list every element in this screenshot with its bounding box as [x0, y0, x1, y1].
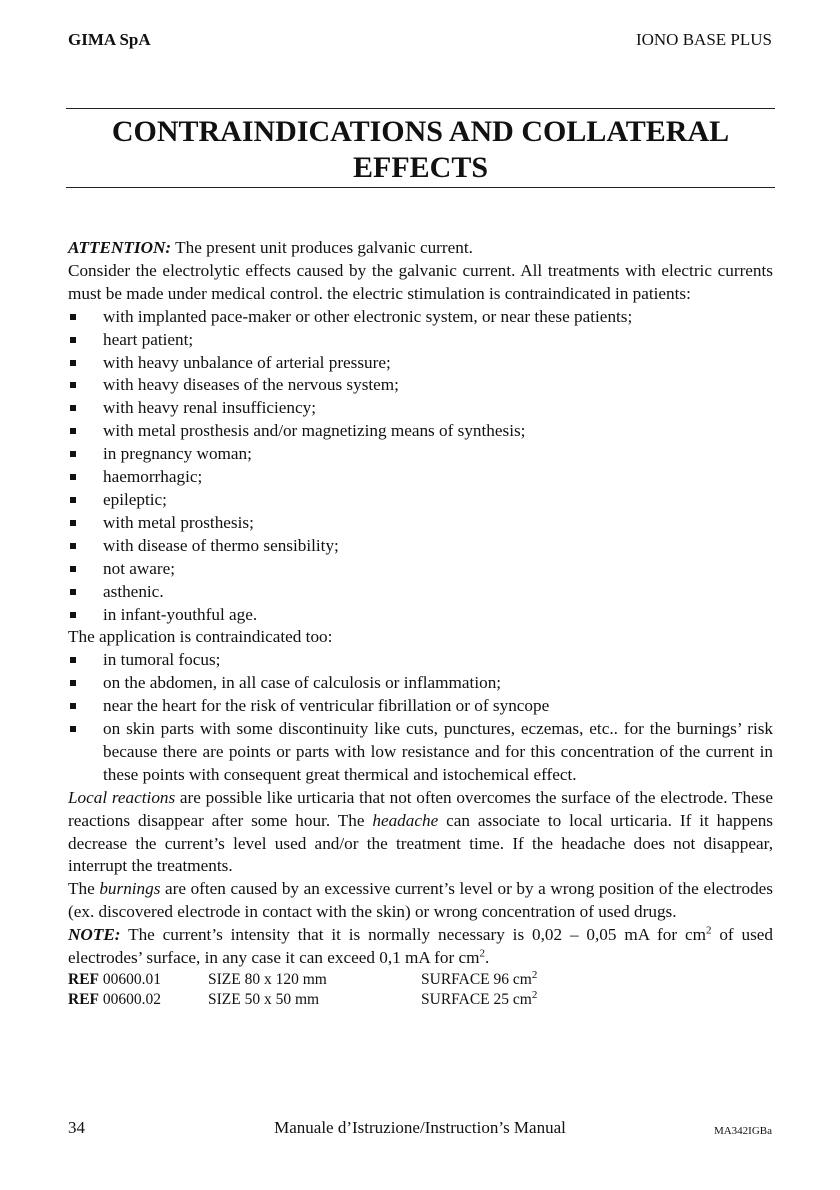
attention-text: The present unit produces galvanic current. [171, 238, 473, 257]
attention-paragraph [68, 237, 773, 260]
page-title [66, 114, 775, 186]
list-item: asthenic. [68, 581, 773, 604]
bullet-icon [70, 360, 76, 366]
list-item: with heavy diseases of the nervous system; [68, 374, 773, 397]
bullet-icon [70, 337, 76, 343]
list-item: epileptic; [68, 489, 773, 512]
attention-label: ATTENTION: [68, 238, 172, 257]
list-item: haemorrhagic; [68, 466, 773, 489]
list-item: not aware; [68, 558, 773, 581]
list-item: with heavy renal insufficiency; [68, 397, 773, 420]
list-item: heart patient; [68, 329, 773, 352]
bullet-icon [70, 382, 76, 388]
bullet-icon [70, 543, 76, 549]
bullet-icon [70, 520, 76, 526]
bullet-icon [70, 314, 76, 320]
list-item: with implanted pace-maker or other electronic system, or near these patients; [68, 306, 773, 329]
header-product: IONO BASE PLUS [635, 30, 772, 49]
patients-list [68, 306, 773, 627]
applications-list [68, 649, 773, 786]
list-item: with disease of thermo sensibility; [68, 535, 773, 558]
list-item: in pregnancy woman; [68, 443, 773, 466]
bullet-icon [70, 428, 76, 434]
bullet-icon [70, 726, 76, 732]
list-item: in tumoral focus; [68, 649, 773, 672]
burnings-paragraph: The burnings are often caused by an excessive current’s level or by a wrong position of the electrodes (ex. discovered electrode in contact with the skin) or wrong concentration of used drugs. [68, 879, 773, 922]
note-paragraph: NOTE: The current’s intensity that it is normally necessary is 0,02 – 0,05 mA for $cm^2$ of used electrodes’ surface, in any case it can exceed 0,1 mA for $cm^2$. [68, 924, 774, 968]
bullet-icon [70, 703, 76, 709]
list-item: with metal prosthesis and/or magnetizing means of synthesis; [68, 420, 773, 443]
bullet-icon [70, 680, 76, 686]
bullet-icon [70, 657, 76, 663]
intro-paragraph: Consider the electrolytic effects caused by the galvanic current. All treatments with electric currents must be made under medical control. the electric stimulation is contraindicated in patients: [68, 260, 773, 303]
bullet-icon [70, 405, 76, 411]
header-company: GIMA SpA [68, 30, 151, 49]
footer-code: MA342IGBa [713, 1125, 772, 1137]
bullet-icon [70, 566, 76, 572]
bullet-icon [70, 497, 76, 503]
title-top-rule [66, 108, 775, 109]
bullet-icon [70, 612, 76, 618]
list-item: on the abdomen, in all case of calculosis or inflammation; [68, 672, 773, 695]
application-intro: The application is contraindicated too: [68, 627, 333, 647]
list-item: with metal prosthesis; [68, 512, 773, 535]
note-label: NOTE: [68, 925, 121, 945]
bullet-icon [70, 474, 76, 480]
ref-row: REF 00600.01 SIZE 80 x 120 mm SURFACE 96 $cm^2$ [68, 968, 538, 988]
title-bottom-rule [66, 187, 775, 188]
title-line-1: CONTRAINDICATIONS AND COLLATERAL [111, 115, 730, 148]
list-item: with heavy unbalance of arterial pressure; [68, 352, 773, 375]
list-item: in infant-youthful age. [68, 604, 773, 627]
list-item: on skin parts with some discontinuity like cuts, punctures, eczemas, etc.. for the burnings’ risk because there are points or parts with low resistance and for this concentration of the current in these points with consequent great thermical and istochemical effect. [68, 718, 773, 787]
page-number: 34 [68, 1118, 85, 1137]
local-reactions-paragraph: Local reactions are possible like urticaria that not often overcomes the surface of the electrode. These reactions disappear after some hour. The headache can associate to local urticaria. If it happens decrease the current’s level used and/or the treatment time. If the headache does not disappear, interrupt the treatments. [68, 787, 773, 876]
bullet-icon [70, 451, 76, 457]
ref-row: REF 00600.02 SIZE 50 x 50 mm SURFACE 25 $cm^2$ [68, 988, 538, 1008]
title-line-2: EFFECTS [352, 151, 489, 184]
bullet-icon [70, 589, 76, 595]
document-body [68, 237, 773, 1010]
footer-manual: Manuale d’Istruzione/Instruction’s Manual [274, 1118, 566, 1137]
list-item: near the heart for the risk of ventricular fibrillation or of syncope [68, 695, 773, 718]
